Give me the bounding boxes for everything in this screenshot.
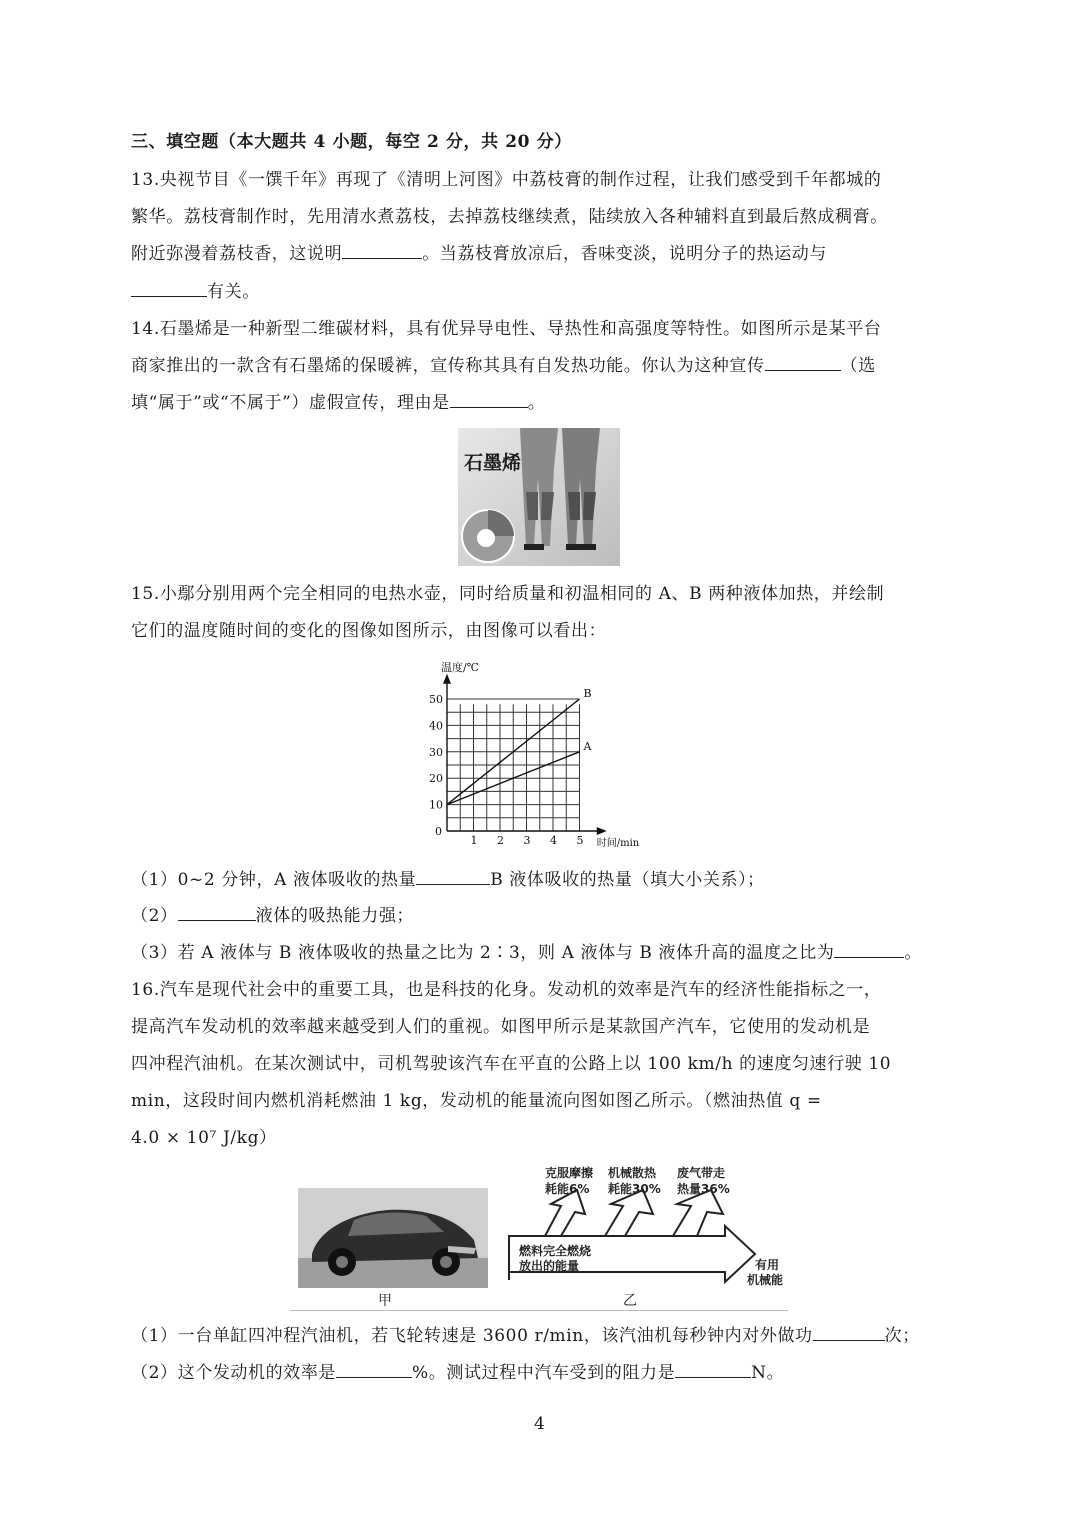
q16-line-5: 4.0 × 10⁷ J/kg） bbox=[131, 1128, 277, 1148]
q15-blank-3[interactable] bbox=[834, 941, 904, 958]
q15-text-s1b: B 液体吸收的热量（填大小关系）； bbox=[490, 870, 765, 890]
q14-text-2b: （选 bbox=[840, 356, 876, 376]
section-heading: 三、填空题（本大题共 4 小题，每空 2 分，共 20 分） bbox=[131, 132, 572, 152]
q15-line-2: 它们的温度随时间的变化的图像如图所示，由图像可以看出： bbox=[131, 621, 607, 641]
q14-text-2a: 商家推出的一款含有石墨烯的保暖裤，宣传称其具有自发热功能。你认为这种宣传 bbox=[131, 356, 765, 376]
flow-fuel-line-1: 燃料完全燃烧 bbox=[519, 1244, 592, 1258]
q15-text-s2a: （2） bbox=[131, 906, 178, 926]
q16-sub-2 bbox=[131, 1361, 784, 1385]
flow-useful-line-2: 机械能 bbox=[747, 1273, 784, 1287]
q14-text-3a: 填“属于”或“不属于”）虚假宣传，理由是 bbox=[131, 393, 450, 413]
q15-sub-2 bbox=[131, 904, 414, 928]
graphene-image-label: 石墨烯 bbox=[464, 452, 522, 474]
flow-mech-line-1: 机械散热 bbox=[608, 1166, 657, 1180]
page-number: 4 bbox=[534, 1414, 545, 1434]
car-image bbox=[298, 1188, 488, 1288]
flow-friction-line-1: 克服摩擦 bbox=[545, 1166, 594, 1180]
q14-blank-1[interactable] bbox=[765, 354, 841, 371]
x-tick-label: 2 bbox=[497, 834, 504, 847]
q15-line-1: 15.小鄢分别用两个完全相同的电热水壶，同时给质量和初温相同的 A、B 两种液体加热，并绘制 bbox=[131, 584, 885, 604]
figure-divider bbox=[290, 1310, 788, 1311]
q14-line-3 bbox=[131, 391, 545, 415]
q13-line-1: 13.央视节目《一馔千年》再现了《清明上河图》中荔枝膏的制作过程，让我们感受到千年都城的 bbox=[131, 170, 882, 190]
q15-blank-1[interactable] bbox=[416, 868, 490, 885]
q15-text-s3b: 。 bbox=[904, 943, 923, 963]
q15-text-s1a: （1）0~2 分钟，A 液体吸收的热量 bbox=[131, 870, 417, 890]
x-tick-label: 0 bbox=[435, 825, 442, 838]
flow-useful-line-1: 有用 bbox=[755, 1258, 780, 1272]
y-axis-arrow bbox=[443, 674, 451, 684]
q15-text-s2b: 液体的吸热能力强； bbox=[255, 906, 415, 926]
y-axis-label: 温度/℃ bbox=[441, 661, 480, 674]
energy-flow-diagram bbox=[505, 1160, 800, 1295]
q16-blank-1[interactable] bbox=[813, 1324, 885, 1341]
y-tick-label: 20 bbox=[429, 772, 443, 786]
q16-line-3: 四冲程汽油机。在某次测试中，司机驾驶该汽车在平直的公路上以 100 km/h 的速度匀速行驶 10 bbox=[131, 1054, 892, 1074]
y-tick-label: 40 bbox=[429, 719, 443, 733]
q13-text-3b: 。当荔枝膏放凉后，香味变淡，说明分子的热运动与 bbox=[422, 244, 828, 264]
q16-text-s1b: 次； bbox=[884, 1326, 920, 1346]
x-tick-label: 1 bbox=[470, 834, 478, 847]
q16-text-s1a: （1）一台单缸四冲程汽油机，若飞轮转速是 3600 r/min，该汽油机每秒钟内对外做功 bbox=[131, 1326, 813, 1346]
q13-line-2: 繁华。荔枝膏制作时，先用清水煮荔枝，去掉荔枝继续煮，陆续放入各种辅料直到最后熬成稠膏。 bbox=[131, 207, 888, 227]
q16-blank-3[interactable] bbox=[675, 1361, 751, 1378]
q13-text-4b: 有关。 bbox=[207, 282, 260, 302]
q16-text-s2c: N。 bbox=[751, 1363, 785, 1383]
q13-blank-1[interactable] bbox=[342, 242, 422, 259]
x-tick-label: 4 bbox=[550, 834, 557, 847]
q16-line-1: 16.汽车是现代社会中的重要工具，也是科技的化身。发动机的效率是汽车的经济性能指标之一， bbox=[131, 980, 882, 1000]
flow-friction-line-2: 耗能6% bbox=[545, 1182, 590, 1196]
y-tick-label: 10 bbox=[429, 798, 443, 812]
x-tick-label: 5 bbox=[576, 834, 584, 847]
x-axis-label: 时间/min bbox=[596, 838, 640, 849]
flow-exhaust-line-1: 废气带走 bbox=[677, 1166, 726, 1180]
label-yi: 乙 bbox=[623, 1293, 637, 1309]
y-tick-label: 30 bbox=[429, 745, 443, 759]
temperature-chart bbox=[415, 655, 665, 850]
x-axis-arrow bbox=[597, 827, 607, 835]
series-label-A: A bbox=[583, 739, 592, 753]
q16-text-s2b: %。测试过程中汽车受到的阻力是 bbox=[412, 1363, 676, 1383]
flow-fuel-line-2: 放出的能量 bbox=[519, 1259, 580, 1273]
q15-blank-2[interactable] bbox=[178, 904, 256, 921]
q16-line-2: 提高汽车发动机的效率越来越受到人们的重视。如图甲所示是某款国产汽车，它使用的发动机是 bbox=[131, 1017, 871, 1037]
q16-blank-2[interactable] bbox=[336, 1361, 412, 1378]
flow-exhaust-line-2: 热量36% bbox=[677, 1182, 730, 1196]
q14-blank-2[interactable] bbox=[450, 391, 528, 408]
q13-text-3a: 附近弥漫着荔枝香，这说明 bbox=[131, 244, 343, 264]
label-jia: 甲 bbox=[378, 1293, 392, 1309]
q16-text-s2a: （2）这个发动机的效率是 bbox=[131, 1363, 337, 1383]
graphene-pants-image bbox=[458, 428, 620, 566]
q13-blank-2[interactable] bbox=[131, 280, 207, 297]
q15-sub-3 bbox=[131, 941, 922, 965]
q15-text-s3a: （3）若 A 液体与 B 液体吸收的热量之比为 2∶3，则 A 液体与 B 液体升高的温度之比为 bbox=[131, 943, 835, 963]
q15-sub-1 bbox=[131, 868, 765, 892]
y-tick-label: 50 bbox=[429, 693, 443, 706]
q13-line-3 bbox=[131, 242, 827, 266]
q14-line-1: 14.石墨烯是一种新型二维碳材料，具有优异导电性、导热性和高强度等特性。如图所示是某平台 bbox=[131, 319, 882, 339]
q13-line-4 bbox=[131, 280, 260, 304]
x-tick-label: 3 bbox=[523, 834, 531, 847]
q16-line-4: min，这段时间内燃机消耗燃油 1 kg，发动机的能量流向图如图乙所示。（燃油热值 q = bbox=[131, 1091, 822, 1111]
q14-text-3b: 。 bbox=[527, 393, 546, 413]
flow-mech-line-2: 耗能30% bbox=[608, 1182, 661, 1196]
series-label-B: B bbox=[583, 687, 592, 700]
q16-sub-1 bbox=[131, 1324, 920, 1348]
temperature-chart-svg bbox=[415, 655, 665, 850]
q14-line-2 bbox=[131, 354, 876, 378]
